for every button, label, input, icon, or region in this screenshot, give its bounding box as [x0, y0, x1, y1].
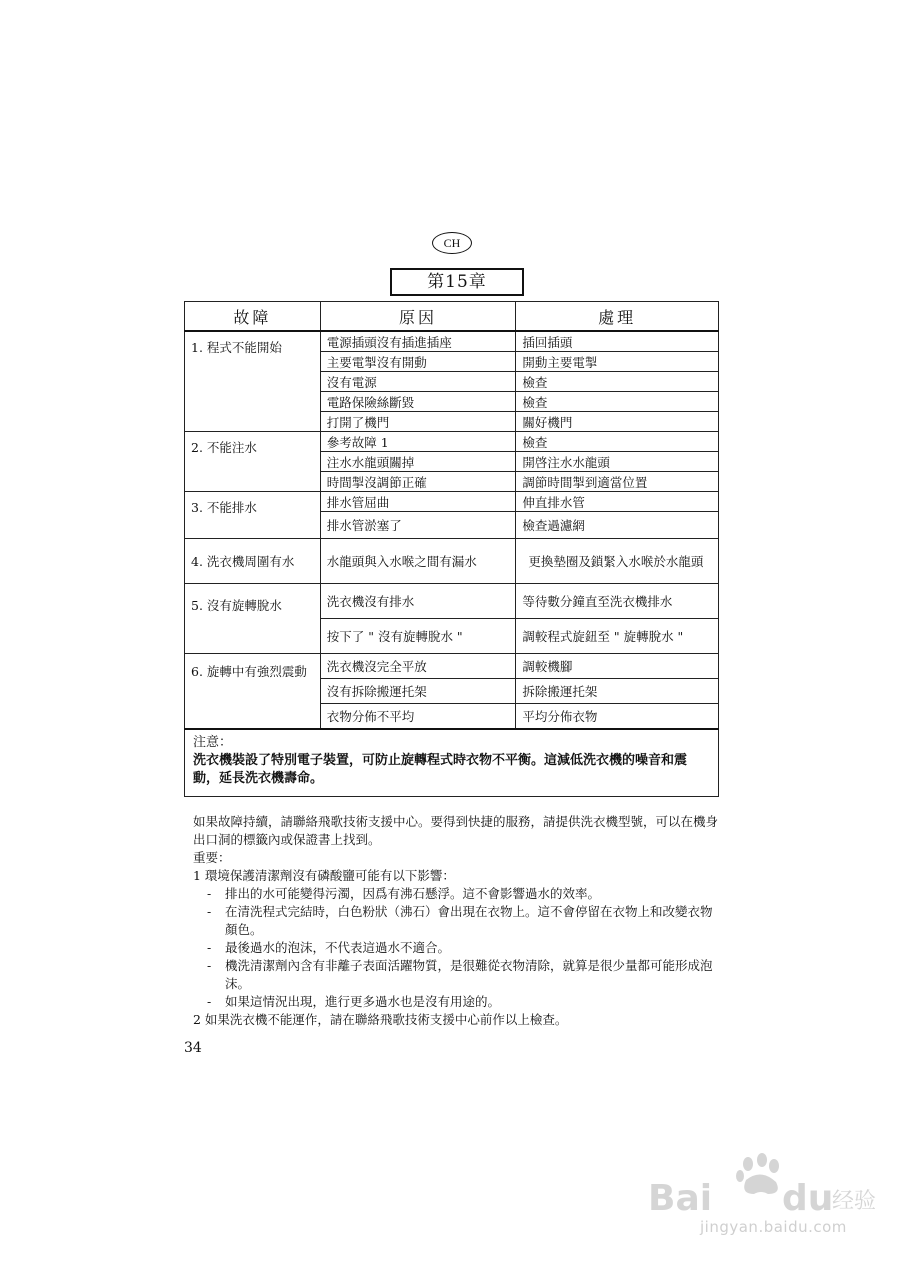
remedy-cell: 調較程式旋鈕至 " 旋轉脫水 ": [516, 619, 719, 654]
cause-cell: 排水管屈曲: [320, 492, 516, 512]
remedy-cell: 更換墊圈及鎖緊入水喉於水龍頭: [516, 539, 719, 584]
cause-cell: 參考故障 1: [320, 432, 516, 452]
fault-cell: 4. 洗衣機周圍有水: [185, 539, 321, 584]
header-cause: 原因: [320, 302, 516, 332]
fault-cell: 1. 程式不能開始: [185, 331, 321, 432]
table-row: [185, 492, 719, 512]
cause-cell: 主要電掣沒有開動: [320, 352, 516, 372]
bullet-item: - 排出的水可能變得污濁，因爲有沸石懸浮。這不會影響過水的效率。: [207, 886, 601, 901]
note-row: [185, 729, 719, 797]
note-text: 洗衣機裝設了特別電子裝置，可防止旋轉程式時衣物不平衡。這減低洗衣機的噪音和震動，延長洗衣機壽命。: [193, 753, 688, 786]
remedy-cell: 關好機門: [516, 412, 719, 432]
header-remedy: 處理: [516, 302, 719, 332]
bullet-item: - 在清洗程式完結時，白色粉狀（沸石）會出現在衣物上。這不會停留在衣物上和改變衣物顏色。: [207, 904, 713, 937]
cause-cell: 按下了 " 沒有旋轉脫水 ": [320, 619, 516, 654]
remedy-cell: 檢查: [516, 372, 719, 392]
table-row: [185, 584, 719, 619]
remedy-cell: 拆除搬運托架: [516, 679, 719, 704]
troubleshooting-table: [184, 301, 719, 797]
remedy-cell: 檢查: [516, 392, 719, 412]
cause-cell: 電路保險絲斷毀: [320, 392, 516, 412]
fault-cell: 6. 旋轉中有強烈震動: [185, 654, 321, 730]
svg-text:经验: 经验: [832, 1189, 877, 1214]
remedy-cell: 開動主要電掣: [516, 352, 719, 372]
remedy-cell: 檢查過濾網: [516, 512, 719, 539]
remedy-cell: 調較機腳: [516, 654, 719, 679]
watermark-url: jingyan.baidu.com: [700, 1218, 847, 1236]
table-row: [185, 331, 719, 352]
cause-cell: 打開了機門: [320, 412, 516, 432]
remedy-cell: 伸直排水管: [516, 492, 719, 512]
svg-text:Bai: Bai: [648, 1178, 713, 1219]
baidu-logo-icon: [640, 1150, 880, 1220]
remedy-cell: 插回插頭: [516, 331, 719, 352]
table-row: [185, 654, 719, 679]
note-cell: [185, 729, 719, 797]
remedy-cell: 檢查: [516, 432, 719, 452]
chapter-title: 第15章: [390, 268, 524, 296]
item-2: 2 如果洗衣機不能運作，請在聯絡飛歌技術支援中心前作以上檢查。: [193, 1012, 568, 1027]
cause-cell: 注水水龍頭關掉: [320, 452, 516, 472]
header-fault: 故障: [185, 302, 321, 332]
cause-cell: 沒有拆除搬運托架: [320, 679, 516, 704]
cause-cell: 衣物分佈不平均: [320, 704, 516, 730]
item-1: 1 環境保護清潔劑沒有磷酸鹽可能有以下影響：: [193, 868, 455, 883]
remedy-cell: 等待數分鐘直至洗衣機排水: [516, 584, 719, 619]
body-text: [193, 813, 723, 1029]
fault-cell: 5. 沒有旋轉脫水: [185, 584, 321, 654]
fault-cell: 2. 不能注水: [185, 432, 321, 492]
note-label: 注意：: [193, 735, 233, 750]
bullet-item: - 如果這情況出現，進行更多過水也是沒有用途的。: [207, 994, 501, 1009]
cause-cell: 洗衣機沒完全平放: [320, 654, 516, 679]
fault-cell: 3. 不能排水: [185, 492, 321, 539]
cause-cell: 排水管淤塞了: [320, 512, 516, 539]
table-row: [185, 539, 719, 584]
table-header-row: [185, 302, 719, 332]
svg-text:du: du: [782, 1178, 834, 1219]
cause-cell: 沒有電源: [320, 372, 516, 392]
bullet-item: - 機洗清潔劑內含有非離子表面活躍物質，是很難從衣物清除，就算是很少量都可能形成泡沫。: [207, 958, 713, 991]
cause-cell: 電源插頭沒有插進插座: [320, 331, 516, 352]
baidu-watermark: [640, 1150, 880, 1250]
paragraph-contact: 如果故障持續，請聯絡飛歌技術支援中心。要得到快捷的服務，請提供洗衣機型號，可以在機身出口洞的標籤內或保證書上找到。: [193, 814, 719, 847]
cause-cell: 水龍頭與入水喉之間有漏水: [320, 539, 516, 584]
cause-cell: 時間掣沒調節正確: [320, 472, 516, 492]
remedy-cell: 開啓注水水龍頭: [516, 452, 719, 472]
page-number: 34: [184, 1040, 202, 1056]
table-row: [185, 432, 719, 452]
cause-cell: 洗衣機沒有排水: [320, 584, 516, 619]
bullet-item: - 最後過水的泡沫，不代表這過水不適合。: [207, 940, 451, 955]
language-badge: CH: [432, 232, 472, 254]
remedy-cell: 調節時間掣到適當位置: [516, 472, 719, 492]
remedy-cell: 平均分佈衣物: [516, 704, 719, 730]
important-heading: 重要：: [193, 850, 231, 865]
